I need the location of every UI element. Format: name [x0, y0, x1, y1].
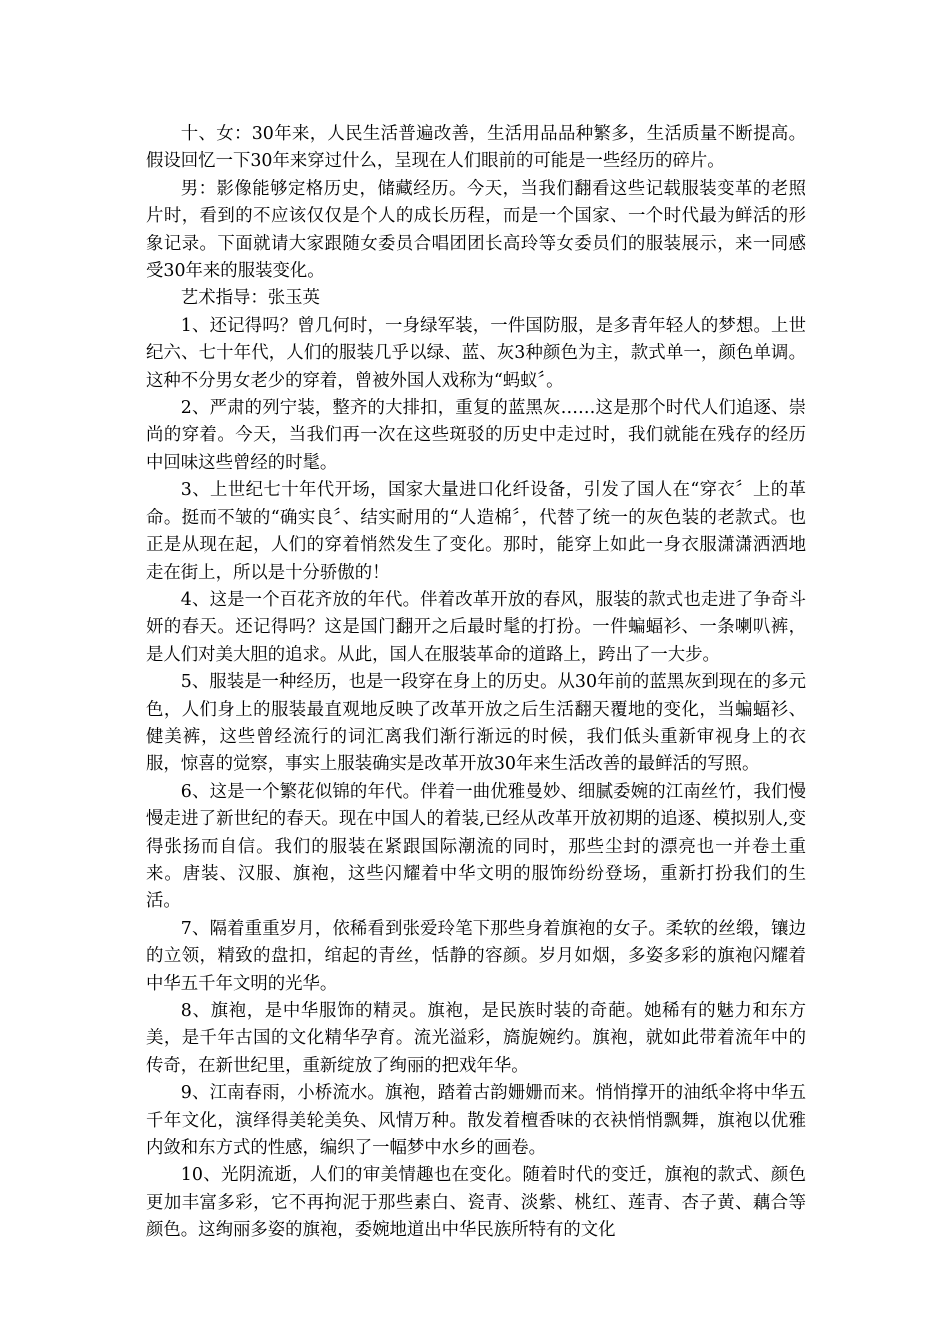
paragraph-intro-female: 十、女：30年来，人民生活普遍改善，生活用品品种繁多，生活质量不断提高。假设回忆一下30年来穿过什么，呈现在人们眼前的可能是一些经历的碎片。 — [146, 124, 806, 172]
document-page — [146, 121, 806, 1245]
paragraph-section-8: 8、旗袍，是中华服饰的精灵。旗袍，是民族时装的奇葩。她稀有的魅力和东方美，是千年古国的文化精华孕育。流光溢彩，旖旎婉约。旗袍，就如此带着流年中的传奇，在新世纪里，重新绽放了绚丽的把戏年华。 — [146, 1001, 806, 1076]
paragraph-section-9: 9、江南春雨，小桥流水。旗袍，踏着古韵姗姗而来。悄悄撑开的油纸伞将中华五千年文化，演绎得美轮美奂、风情万种。散发着檀香味的衣袂悄悄飘舞，旗袍以优雅内敛和东方式的性感，编织了一幅梦中水乡的画卷。 — [146, 1083, 806, 1159]
paragraph-art-director: 艺术指导：张玉英 — [180, 288, 320, 309]
paragraph-section-1: 1、还记得吗？曾几何时，一身绿军装，一件国防服，是多青年轻人的梦想。上世纪六、七十年代，人们的服装几乎以绿、蓝、灰3种颜色为主，款式单一，颜色单调。这种不分男女老少的穿着，曾被外国人戏称为“蚂蚁〞。 — [146, 315, 806, 391]
paragraph-section-7: 7、隔着重重岁月，依稀看到张爱玲笔下那些身着旗袍的女子。柔软的丝缎，镶边的立领，精致的盘扣，绾起的青丝，恬静的容颜。岁月如烟，多姿多彩的旗袍闪耀着中华五千年文明的光华。 — [146, 918, 806, 994]
paragraph-section-5: 5、服装是一种经历，也是一段穿在身上的历史。从30年前的蓝黑灰到现在的多元色，人们身上的服装最直观地反映了改革开放之后生活翻天覆地的变化，当蝙蝠衫、健美裤，这些曾经流行的词汇离我们渐行渐远的时候，我们低头重新审视身上的衣服，惊喜的觉察，事实上服装确实是改革开放30年来生活改善的最鲜活的写照。 — [146, 672, 806, 775]
paragraph-intro-male: 男：影像能够定格历史，储藏经历。今天，当我们翻看这些记载服装变革的老照片时，看到的不应该仅仅是个人的成长历程，而是一个国家、一个时代最为鲜活的形象记录。下面就请大家跟随女委员合唱团团长高玲等女委员们的服装展示，来一同感受30年来的服装变化。 — [146, 178, 806, 282]
paragraph-section-2: 2、严肃的列宁装，整齐的大排扣，重复的蓝黑灰……这是那个时代人们追逐、崇尚的穿着。今天，当我们再一次在这些斑驳的历史中走过时，我们就能在残存的经历中回味这些曾经的时髦。 — [146, 398, 806, 473]
paragraph-section-4: 4、这是一个百花齐放的年代。伴着改革开放的春风，服装的款式也走进了争奇斗妍的春天。还记得吗？这是国门翻开之后最时髦的打扮。一件蝙蝠衫、一条喇叭裤，是人们对美大胆的追求。从此，国人在服装革命的道路上，跨出了一大步。 — [146, 589, 806, 665]
paragraph-section-10: 10、光阴流逝，人们的审美情趣也在变化。随着时代的变迁，旗袍的款式、颜色更加丰富多彩，它不再拘泥于那些素白、瓷青、淡紫、桃红、莲青、杏子黄、藕合等颜色。这绚丽多姿的旗袍，委婉地道出中华民族所特有的文化 — [146, 1165, 806, 1241]
paragraph-section-3: 3、上世纪七十年代开场，国家大量进口化纤设备，引发了国人在“穿衣〞上的革命。挺而不皱的“确实良〞、结实耐用的“人造棉〞，代替了统一的灰色装的老款式。也正是从现在起，人们的穿着悄然发生了变化。那时，能穿上如此一身衣服潇潇洒洒地走在街上，所以是十分骄傲的！ — [146, 480, 806, 583]
paragraph-section-6: 6、这是一个繁花似锦的年代。伴着一曲优雅曼妙、细腻委婉的江南丝竹，我们慢慢走进了新世纪的春天。现在中国人的着装,已经从改革开放初期的追逐、模拟别人,变得张扬而自信。我们的服装在紧跟国际潮流的同时，那些尘封的漂亮也一并卷土重来。唐装、汉服、旗袍，这些闪耀着中华文明的服饰纷纷登场，重新打扮我们的生活。 — [146, 781, 806, 912]
